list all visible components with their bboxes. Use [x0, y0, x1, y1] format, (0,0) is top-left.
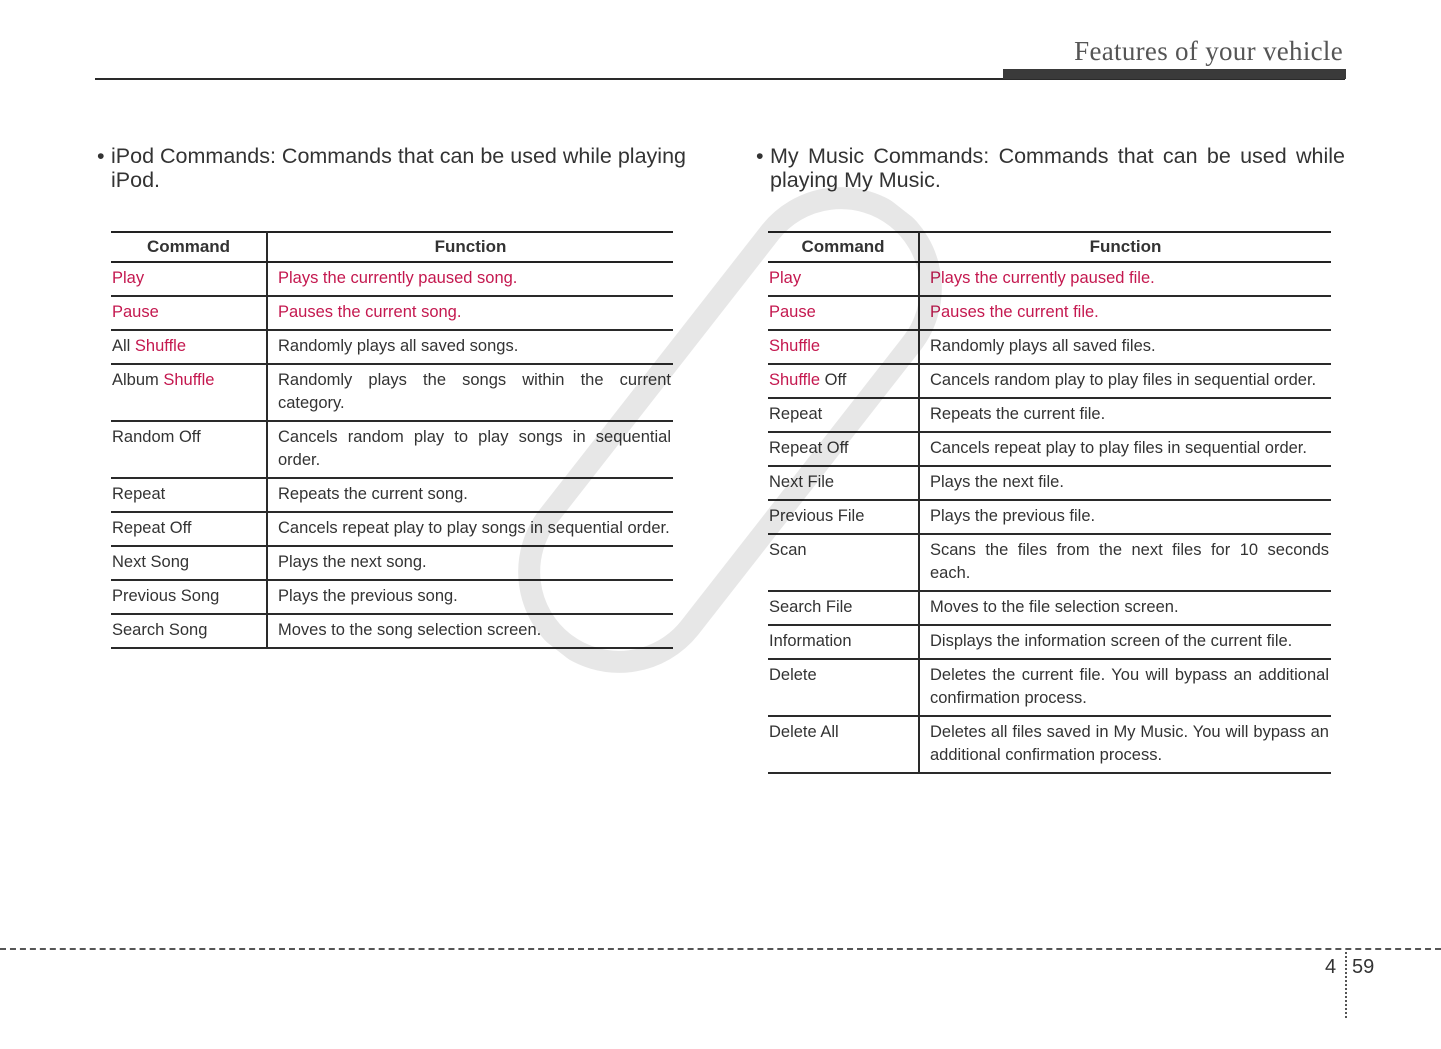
page-header-title: Features of your vehicle [1074, 36, 1343, 66]
column-header-command: Command [768, 232, 919, 262]
function-cell: Pauses the current song. [267, 296, 673, 330]
command-text: Random Off [112, 428, 201, 446]
command-cell [768, 659, 919, 716]
table-row [111, 296, 673, 330]
command-keyword: Shuffle [769, 337, 821, 355]
table-row [768, 466, 1331, 500]
my-music-intro-text: My Music Commands: Commands that can be used while playing My Music. [770, 144, 1345, 192]
command-cell [768, 432, 919, 466]
command-text: Search Song [112, 621, 208, 639]
command-cell [111, 546, 267, 580]
command-text: Repeat [769, 405, 823, 423]
function-cell: Cancels repeat play to play files in sequential order. [919, 432, 1331, 466]
function-cell: Plays the next file. [919, 466, 1331, 500]
table-row [111, 512, 673, 546]
function-cell: Moves to the file selection screen. [919, 591, 1331, 625]
table-row [111, 262, 673, 296]
my-music-table-body [768, 262, 1331, 773]
ipod-table-body [111, 262, 673, 648]
command-keyword: Pause [769, 303, 816, 321]
function-cell: Randomly plays the songs within the current category. [267, 364, 673, 421]
table-row [111, 421, 673, 478]
command-cell [111, 330, 267, 364]
column-header-command: Command [111, 232, 267, 262]
command-text: Album [112, 371, 164, 389]
function-cell: Randomly plays all saved files. [919, 330, 1331, 364]
function-cell: Moves to the song selection screen. [267, 614, 673, 648]
command-cell [111, 580, 267, 614]
page-number: 59 [1352, 956, 1375, 978]
function-cell: Scans the files from the next files for 10 seconds each. [919, 534, 1331, 591]
table-header-row [111, 232, 673, 262]
function-cell: Displays the information screen of the current file. [919, 625, 1331, 659]
command-cell [768, 625, 919, 659]
command-text: Previous Song [112, 587, 220, 605]
command-text: Next File [769, 473, 835, 491]
function-cell: Repeats the current file. [919, 398, 1331, 432]
function-cell: Deletes all files saved in My Music. You will bypass an additional confirmation process. [919, 716, 1331, 773]
ipod-intro-text: iPod Commands: Commands that can be used while playing iPod. [111, 144, 686, 192]
command-text: Repeat Off [112, 519, 192, 537]
command-cell [768, 398, 919, 432]
footer-dashed-rule [0, 948, 1441, 950]
chapter-number: 4 [1325, 956, 1337, 978]
header-accent-bar [1003, 69, 1346, 79]
function-cell: Plays the currently paused file. [919, 262, 1331, 296]
command-cell [111, 512, 267, 546]
command-cell [768, 591, 919, 625]
function-cell: Cancels random play to play files in sequential order. [919, 364, 1331, 398]
my-music-commands-intro [756, 144, 1345, 192]
table-row [111, 614, 673, 648]
function-cell: Plays the currently paused song. [267, 262, 673, 296]
function-cell: Cancels repeat play to play songs in sequential order. [267, 512, 673, 546]
command-keyword: Shuffle [163, 371, 215, 389]
table-row [768, 262, 1331, 296]
command-cell [768, 364, 919, 398]
table-row [768, 330, 1331, 364]
function-cell: Randomly plays all saved songs. [267, 330, 673, 364]
function-cell: Plays the previous song. [267, 580, 673, 614]
command-text: All [112, 337, 135, 355]
function-cell: Repeats the current song. [267, 478, 673, 512]
function-cell: Plays the next song. [267, 546, 673, 580]
command-cell [768, 466, 919, 500]
command-cell [768, 500, 919, 534]
table-row [768, 364, 1331, 398]
table-header-row [768, 232, 1331, 262]
ipod-commands-intro [97, 144, 686, 192]
table-row [768, 659, 1331, 716]
command-text: Repeat [112, 485, 166, 503]
page-number-separator [1345, 952, 1347, 1018]
my-music-commands-table [768, 231, 1331, 774]
command-cell [111, 421, 267, 478]
table-row [768, 296, 1331, 330]
command-cell [111, 296, 267, 330]
table-row [768, 716, 1331, 773]
command-keyword: Play [112, 269, 145, 287]
command-cell [111, 478, 267, 512]
table-row [768, 534, 1331, 591]
command-text: Delete All [769, 723, 839, 741]
table-row [768, 432, 1331, 466]
command-text: Information [769, 632, 852, 650]
command-cell [768, 262, 919, 296]
command-cell [111, 614, 267, 648]
table-row [768, 398, 1331, 432]
table-row [111, 478, 673, 512]
table-row [768, 591, 1331, 625]
command-keyword: Shuffle [134, 337, 186, 355]
command-cell [111, 262, 267, 296]
bullet-glyph: • [756, 144, 764, 168]
command-text: Scan [769, 541, 807, 559]
table-row [768, 500, 1331, 534]
function-cell: Plays the previous file. [919, 500, 1331, 534]
command-cell [111, 364, 267, 421]
command-cell [768, 330, 919, 364]
command-keyword: Pause [112, 303, 159, 321]
command-keyword: Play [769, 269, 802, 287]
command-text: Next Song [112, 553, 190, 571]
function-cell: Cancels random play to play songs in sequential order. [267, 421, 673, 478]
column-header-function: Function [919, 232, 1331, 262]
function-cell: Pauses the current file. [919, 296, 1331, 330]
table-row [768, 625, 1331, 659]
table-row [111, 330, 673, 364]
command-keyword: Shuffle [769, 371, 821, 389]
command-text: Delete [769, 666, 817, 684]
function-cell: Deletes the current file. You will bypass an additional confirmation process. [919, 659, 1331, 716]
column-header-function: Function [267, 232, 673, 262]
bullet-glyph: • [97, 144, 105, 168]
table-row [111, 546, 673, 580]
table-row [111, 580, 673, 614]
command-cell [768, 534, 919, 591]
command-cell [768, 716, 919, 773]
command-text: Previous File [769, 507, 865, 525]
command-text: Search File [769, 598, 853, 616]
command-cell [768, 296, 919, 330]
command-text: Repeat Off [769, 439, 849, 457]
command-text: Off [820, 371, 847, 389]
ipod-commands-table [111, 231, 673, 649]
table-row [111, 364, 673, 421]
